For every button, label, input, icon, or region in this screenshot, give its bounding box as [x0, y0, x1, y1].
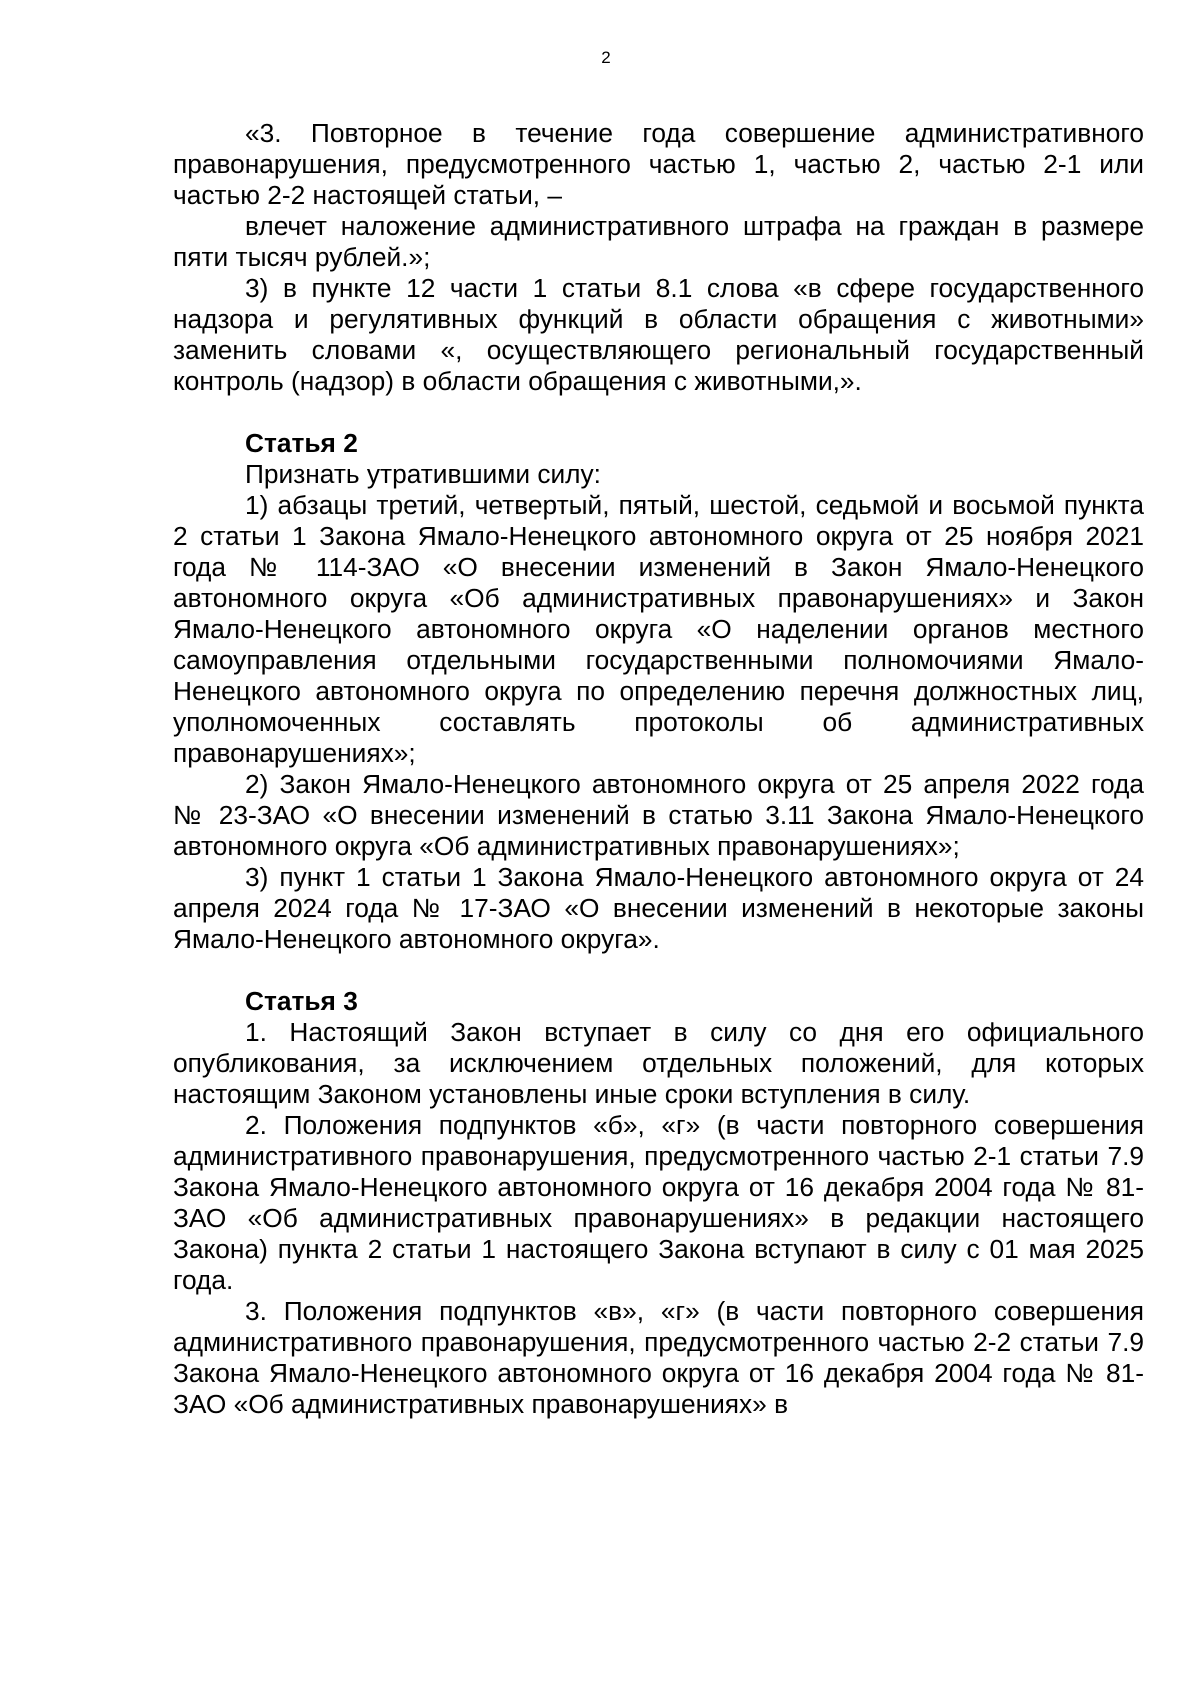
- article-2: [173, 428, 1144, 955]
- spacer: [173, 955, 1144, 986]
- article-2-intro: Признать утратившими силу:: [245, 459, 601, 489]
- article-2-item3: 3) пункт 1 статьи 1 Закона Ямало-Ненецкого автономного округа от 24 апреля 2024 года № 17-ЗАО «О внесении изменений в некоторые законы Ямало-Ненецкого автономного округа».: [173, 862, 1144, 954]
- document-body: [173, 118, 1144, 1420]
- article-3-item1: 1. Настоящий Закон вступает в силу со дня его официального опубликования, за исключением отдельных положений, для которых настоящим Законом установлены иные сроки вступления в силу.: [173, 1017, 1144, 1109]
- article-2-item1: 1) абзацы третий, четвертый, пятый, шестой, седьмой и восьмой пункта 2 статьи 1 Закона Ямало-Ненецкого автономного округа от 25 ноября 2021 года № 114-ЗАО «О внесении изменений в Закон Ямало-Ненецкого автономного округа «Об административных правонарушениях» и Закон Ямало-Ненецкого автономного округа «О наделении органов местного самоуправления отдельными государственными полномочиями Ямало-Ненецкого автономного округа по определению перечня должностных лиц, уполномоченных составлять протоколы об административных правонарушениях»;: [173, 490, 1144, 768]
- paragraph-part3: «3. Повторное в течение года совершение административного правонарушения, предусмотренного частью 1, частью 2, частью 2-1 или частью 2-2 настоящей статьи, –: [173, 118, 1144, 210]
- article-2-title: Статья 2: [245, 428, 358, 458]
- spacer: [173, 397, 1144, 428]
- article-2-item2: 2) Закон Ямало-Ненецкого автономного округа от 25 апреля 2022 года № 23-ЗАО «О внесении изменений в статью 3.11 Закона Ямало-Ненецкого автономного округа «Об административных правонарушениях»;: [173, 769, 1144, 861]
- paragraph-penalty: влечет наложение административного штрафа на граждан в размере пяти тысяч рублей.»;: [173, 211, 1144, 272]
- article-3: [173, 986, 1144, 1420]
- article-3-item2: 2. Положения подпунктов «б», «г» (в части повторного совершения административного правонарушения, предусмотренного частью 2-1 статьи 7.9 Закона Ямало-Ненецкого автономного округа от 16 декабря 2004 года № 81-ЗАО «Об административных правонарушениях» в редакции настоящего Закона) пункта 2 статьи 1 настоящего Закона вступают в силу с 01 мая 2025 года.: [173, 1110, 1144, 1295]
- paragraph-item3: 3) в пункте 12 части 1 статьи 8.1 слова «в сфере государственного надзора и регулятивных функций в области обращения с животными» заменить словами «, осуществляющего региональный государственный контроль (надзор) в области обращения с животными,».: [173, 273, 1144, 396]
- article-3-item3: 3. Положения подпунктов «в», «г» (в части повторного совершения административного правонарушения, предусмотренного частью 2-2 статьи 7.9 Закона Ямало-Ненецкого автономного округа от 16 декабря 2004 года № 81-ЗАО «Об административных правонарушениях» в: [173, 1296, 1144, 1419]
- page-number: 2: [601, 48, 611, 67]
- article-3-title: Статья 3: [245, 986, 358, 1016]
